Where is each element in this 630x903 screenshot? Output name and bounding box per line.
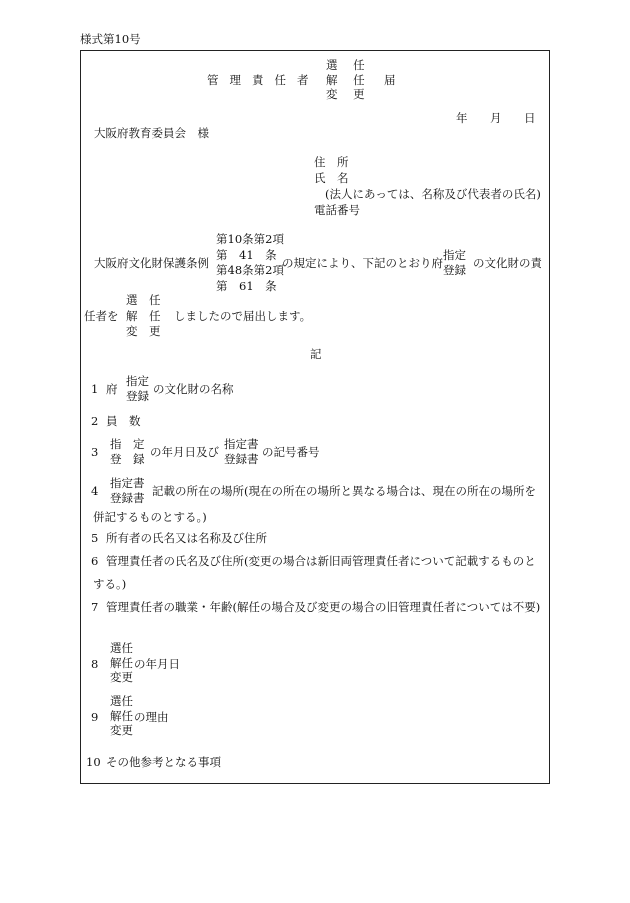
article-list [216,234,284,292]
item-3-mid: の年月日及び [150,445,219,459]
body-line2-suffix: しましたので届出します。 [174,309,312,323]
article-item: 第10条第2項 [216,232,284,246]
body-end-text: の文化財の責 [473,256,542,270]
item-6-text: 管理責任者の氏名及び住所(変更の場合は新旧両管理責任者について記載するものと [106,554,536,568]
item-3-option: 指定書 [224,437,259,451]
designation-option: 指定 [443,248,466,262]
title-option-dismiss: 解 任 [326,72,371,87]
item-3-text: の記号番号 [262,445,320,459]
applicant-address-label: 住 所 [314,155,349,169]
item-2-number: 2 [91,414,99,428]
item-5-text: 所有者の氏名又は名称及び住所 [106,531,267,545]
item-8-option: 解任 [110,655,133,670]
item-8-option: 変更 [110,670,133,684]
ki-heading: 記 [310,347,322,361]
date-year: 年 [456,111,468,125]
designation-stack [443,250,466,276]
title-word: 管 [207,73,230,87]
body-options [126,295,161,338]
item-4-number: 4 [91,484,99,498]
item-6-number: 6 [91,554,99,568]
title-option-change: 変 更 [326,87,371,101]
article-item: 第 41 条 [216,247,277,262]
article-item: 第 61 条 [216,278,277,293]
item-1-prefix: 府 [106,382,118,396]
item-8-text: の年月日 [134,657,180,671]
item-7-text: 管理責任者の職業・年齢(解任の場合及び変更の場合の旧管理責任者については不要) [106,600,541,614]
item-7-number: 7 [91,600,99,614]
item-3-option: 指 定 [110,437,145,451]
item-4-continued: 併記するものとする。) [93,510,207,524]
body-line2-prefix: 任者を [84,309,119,323]
body-option-change: 変 更 [126,324,161,338]
applicant-name-label: 氏 名 [314,171,349,185]
date-day: 日 [524,111,536,125]
item-1-option: 登録 [126,388,149,403]
item-9-option: 選任 [110,694,133,708]
body-mid-text: の規定により、下記のとおり府 [282,256,443,270]
item-4-option: 指定書 [110,476,145,490]
title-word: 理 [229,73,252,87]
item-5-number: 5 [91,531,99,545]
item-2-text: 員 数 [106,414,141,428]
article-item: 第48条第2項 [216,263,284,277]
item-8-option: 選任 [110,641,133,655]
item-1-stack [126,376,149,402]
title-option-appoint: 選 任 [326,58,371,72]
title-word: 者 [297,73,320,87]
designation-option: 登録 [443,262,466,277]
addressee: 大阪府教育委員会 様 [94,126,209,140]
item-9-text: の理由 [134,710,169,724]
date-month: 月 [490,111,502,125]
item-4-stack [110,478,145,504]
item-8-number: 8 [91,657,99,671]
item-1-number: 1 [91,382,99,396]
item-9-stack [110,696,133,737]
ordinance-name: 大阪府文化財保護条例 [94,256,209,270]
body-option-appoint: 選 任 [126,293,161,307]
item-10-number: 10 [86,755,101,769]
item-4-option: 登録書 [110,490,145,505]
item-3-number: 3 [91,445,99,459]
item-3-option: 登録書 [224,451,259,466]
item-10-text: その他参考となる事項 [106,755,221,769]
applicant-name-note: (法人にあっては、名称及び代表者の氏名) [325,187,541,201]
item-3-option: 登 録 [110,451,145,466]
body-option-dismiss: 解 任 [126,308,161,323]
item-3-stack-1 [110,439,145,465]
item-1-option: 指定 [126,374,149,388]
title-options [326,60,371,101]
item-6-continued: する。) [93,577,127,591]
item-9-option: 変更 [110,723,133,737]
item-9-option: 解任 [110,708,133,723]
item-8-stack [110,643,133,684]
item-3-stack-2 [224,439,259,465]
item-9-number: 9 [91,710,99,724]
item-1-text: の文化財の名称 [153,382,234,396]
item-4-text: 記載の所在の場所(現在の所在の場所と異なる場合は、現在の所在の場所を [152,484,536,498]
title-word: 責 [252,73,275,87]
title-word: 任 [274,73,297,87]
form-number: 様式第10号 [80,32,141,46]
title-prefix [207,75,320,87]
title-suffix: 届 [384,73,396,87]
applicant-phone-label: 電話番号 [314,203,360,217]
